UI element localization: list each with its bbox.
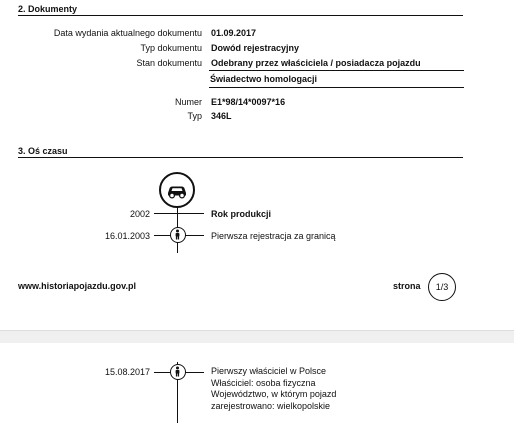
event-line: zarejestrowano: wielkopolskie bbox=[211, 400, 331, 411]
event-date: 15.08.2017 bbox=[104, 367, 150, 377]
event-line: Pierwszy właściciel w Polsce bbox=[211, 366, 327, 376]
event-text: Rok produkcji bbox=[211, 209, 272, 219]
document-type-value: Dowód rejestracyjny bbox=[211, 43, 300, 53]
event-date: 2002 bbox=[129, 209, 150, 219]
section-title-documents: 2. Dokumenty bbox=[18, 4, 463, 16]
homologation-number-value: E1*98/14*0097*16 bbox=[211, 97, 286, 107]
page-number: 1/3 bbox=[428, 273, 456, 301]
issue-date-value: 01.09.2017 bbox=[211, 28, 257, 38]
event-text: Pierwsza rejestracja za granicą bbox=[211, 231, 336, 241]
event-line: Województwo, w którym pojazd bbox=[211, 389, 337, 399]
section-title-timeline: 3. Oś czasu bbox=[18, 146, 463, 158]
document-status-value: Odebrany przez właściciela / posiadacza pojazdu bbox=[211, 58, 421, 68]
page-separator bbox=[0, 330, 514, 344]
footer-url: www.historiapojazdu.gov.pl bbox=[18, 281, 137, 291]
event-details bbox=[211, 366, 336, 412]
certificate-title: Świadectwo homologacji bbox=[209, 70, 464, 88]
page-label: strona bbox=[393, 281, 421, 291]
person-icon bbox=[170, 227, 186, 243]
document-type-label: Typ dokumentu bbox=[140, 43, 202, 53]
person-icon bbox=[170, 364, 186, 380]
timeline-tick bbox=[154, 213, 204, 214]
issue-date-label: Data wydania aktualnego dokumentu bbox=[53, 28, 202, 38]
homologation-type-value: 346L bbox=[211, 111, 232, 121]
document-status-label: Stan dokumentu bbox=[136, 58, 202, 68]
event-date: 16.01.2003 bbox=[104, 231, 150, 241]
event-line: Właściciel: osoba fizyczna bbox=[211, 377, 316, 388]
homologation-type-label: Typ bbox=[187, 111, 202, 121]
car-icon bbox=[159, 172, 195, 208]
homologation-number-label: Numer bbox=[174, 97, 202, 107]
